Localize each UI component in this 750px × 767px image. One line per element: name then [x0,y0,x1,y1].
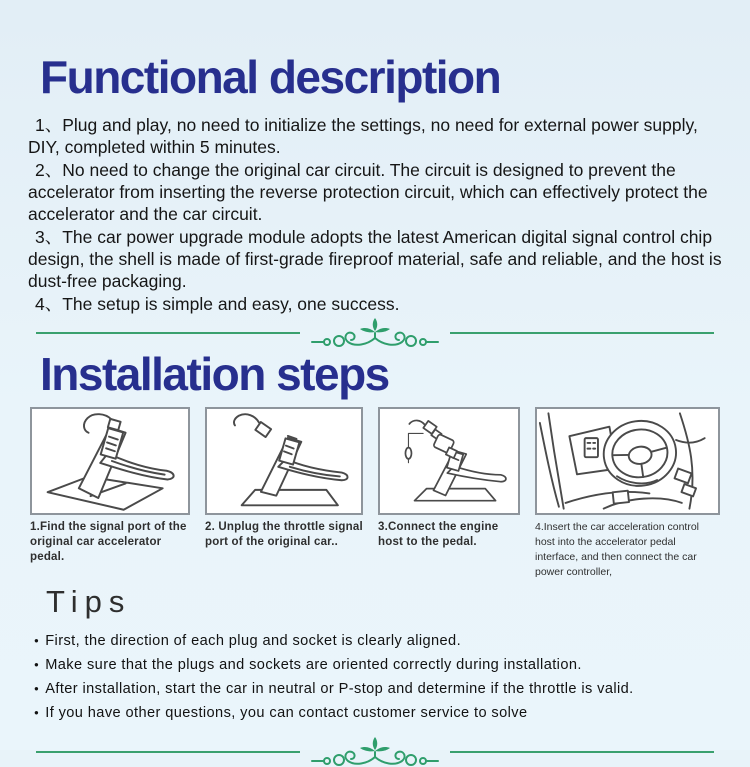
step2-caption: 2. Unplug the throttle signal port of the original car.. [205,521,363,548]
installation-step-3 [378,407,520,580]
step3-image-frame [378,407,520,515]
divider-line-left [36,751,300,753]
floral-ornament-icon [300,737,450,767]
installation-step-1 [30,407,190,580]
functional-point-4: 4、The setup is simple and easy, one success. [35,294,400,314]
functional-point-1: 1、Plug and play, no need to initialize the settings, no need for external power supply, DIY, completed within 5 minutes. [28,115,698,157]
divider-line-right [450,751,714,753]
tip-item-1: ● First, the direction of each plug and socket is clearly aligned. [34,629,750,653]
installation-step-2 [205,407,363,580]
step3-caption: 3.Connect the engine host to the pedal. [378,521,499,548]
functional-description-heading: Functional description [40,51,501,103]
pedal-with-engine-host-icon [380,409,518,513]
pedal-unplugged-connector-icon [207,409,361,513]
dashboard-host-install-icon [537,409,718,513]
step4-image-frame [535,407,720,515]
step2-image-frame [205,407,363,515]
step1-image-frame [30,407,190,515]
step1-caption: 1.Find the signal port of the original car accelerator pedal. [30,521,187,563]
section-divider-top [36,318,714,348]
tips-heading: Tips [46,584,132,619]
tip-item-3: ● After installation, start the car in neutral or P-stop and determine if the throttle is valid. [34,677,750,701]
pedal-with-signal-cable-icon [32,409,188,513]
functional-points [28,114,724,315]
divider-line-left [36,332,300,334]
installation-step-4 [535,407,720,580]
divider-line-right [450,332,714,334]
floral-ornament-icon [300,318,450,348]
tip-item-4: ● If you have other questions, you can contact customer service to solve [34,701,750,725]
tip-item-2: ● Make sure that the plugs and sockets are oriented correctly during installation. [34,653,750,677]
functional-point-3: 3、The car power upgrade module adopts the latest American digital signal control chip design, the shell is made of first-grade fireproof material, safe and reliable, and the host is dust-free packaging. [28,227,722,291]
installation-steps-row [30,407,720,580]
functional-point-2: 2、No need to change the original car circuit. The circuit is designed to prevent the accelerator from inserting the reverse protection circuit, which can effectively protect the accelerator and the car circuit. [28,160,708,224]
section-divider-bottom [36,737,714,767]
step4-caption: 4.Insert the car acceleration control host into the accelerator pedal interface, and then connect the car power controller, [535,521,700,578]
installation-steps-heading: Installation steps [40,348,389,400]
tips-list [34,629,750,725]
